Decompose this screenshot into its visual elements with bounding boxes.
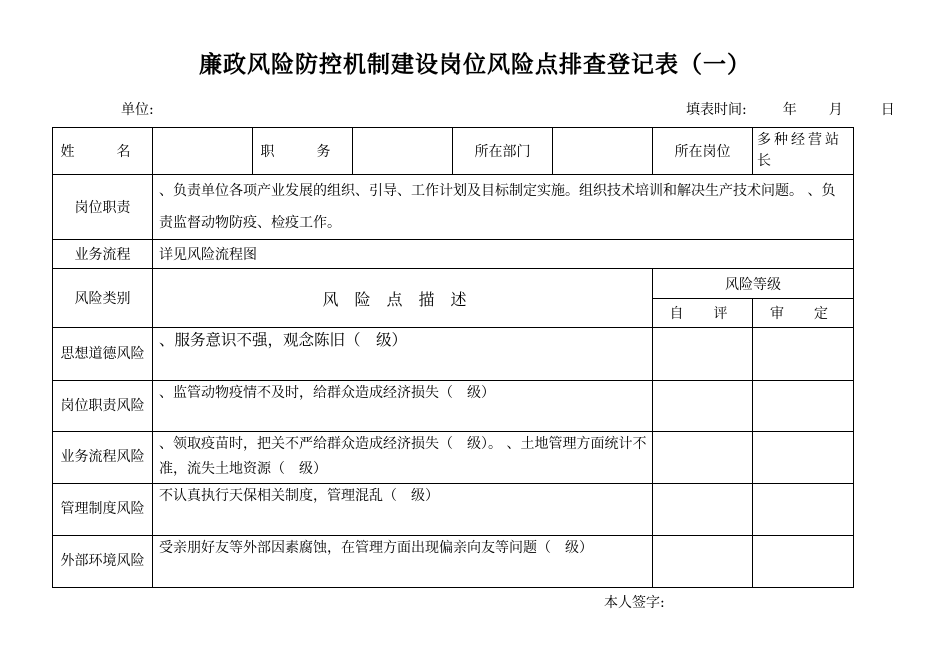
risk-review[interactable] bbox=[753, 328, 854, 381]
risk-category: 外部环境风险 bbox=[53, 536, 153, 588]
fill-date bbox=[686, 99, 895, 119]
date-day: 日 bbox=[880, 102, 895, 118]
risk-description: 、服务意识不强，观念陈旧（ 级） bbox=[153, 328, 653, 381]
risk-description: 不认真执行天保相关制度，管理混乱（ 级） bbox=[153, 484, 653, 536]
risk-category: 业务流程风险 bbox=[53, 432, 153, 484]
risk-self-eval[interactable] bbox=[653, 432, 753, 484]
workflow-row bbox=[53, 240, 854, 269]
post-label: 所在岗位 bbox=[653, 128, 753, 175]
dept-field[interactable] bbox=[553, 128, 653, 175]
risk-row bbox=[53, 536, 854, 588]
risk-self-eval[interactable] bbox=[653, 484, 753, 536]
page-title: 廉政风险防控机制建设岗位风险点排查登记表（一） bbox=[199, 52, 751, 78]
self-eval-label: 自 评 bbox=[653, 299, 753, 328]
name-field[interactable] bbox=[153, 128, 253, 175]
signature-label: 本人签字: bbox=[604, 595, 665, 611]
risk-self-eval[interactable] bbox=[653, 381, 753, 432]
risk-description: 、监管动物疫情不及时，给群众造成经济损失（ 级） bbox=[153, 381, 653, 432]
workflow-label: 业务流程 bbox=[53, 240, 153, 269]
review-label: 审 定 bbox=[753, 299, 854, 328]
name-label: 姓 名 bbox=[53, 128, 153, 175]
risk-level-label: 风险等级 bbox=[653, 269, 854, 299]
risk-category: 岗位职责风险 bbox=[53, 381, 153, 432]
risk-review[interactable] bbox=[753, 381, 854, 432]
duty-label: 职 务 bbox=[253, 128, 353, 175]
risk-description: 受亲朋好友等外部因素腐蚀，在管理方面出现偏亲向友等问题（ 级） bbox=[153, 536, 653, 588]
risk-row bbox=[53, 381, 854, 432]
dept-label: 所在部门 bbox=[453, 128, 553, 175]
risk-category: 管理制度风险 bbox=[53, 484, 153, 536]
date-year: 年 bbox=[782, 102, 797, 118]
risk-self-eval[interactable] bbox=[653, 536, 753, 588]
risk-description-label: 风险点描述 bbox=[153, 269, 653, 328]
post-field[interactable]: 多种经营站长 bbox=[753, 128, 854, 175]
risk-self-eval[interactable] bbox=[653, 328, 753, 381]
risk-review[interactable] bbox=[753, 484, 854, 536]
workflow-text: 详见风险流程图 bbox=[153, 240, 854, 269]
risk-description: 、领取疫苗时，把关不严给群众造成经济损失（ 级）。 、土地管理方面统计不准，流失土地资源（ 级） bbox=[153, 432, 653, 484]
risk-header-row bbox=[53, 269, 854, 299]
risk-row bbox=[53, 484, 854, 536]
risk-review[interactable] bbox=[753, 536, 854, 588]
risk-registration-table bbox=[52, 127, 854, 588]
header-row bbox=[53, 128, 854, 175]
risk-category-label: 风险类别 bbox=[53, 269, 153, 328]
responsibility-text: 、负责单位各项产业发展的组织、引导、工作计划及目标制定实施。组织技术培训和解决生产技术问题。 、负责监督动物防疫、检疫工作。 bbox=[153, 175, 854, 240]
date-label: 填表时间: bbox=[686, 102, 747, 118]
risk-row bbox=[53, 432, 854, 484]
responsibility-label: 岗位职责 bbox=[53, 175, 153, 240]
date-month: 月 bbox=[828, 102, 843, 118]
risk-row bbox=[53, 328, 854, 381]
unit-label: 单位: bbox=[121, 102, 154, 118]
responsibility-row bbox=[53, 175, 854, 240]
risk-review[interactable] bbox=[753, 432, 854, 484]
duty-field[interactable] bbox=[353, 128, 453, 175]
risk-category: 思想道德风险 bbox=[53, 328, 153, 381]
